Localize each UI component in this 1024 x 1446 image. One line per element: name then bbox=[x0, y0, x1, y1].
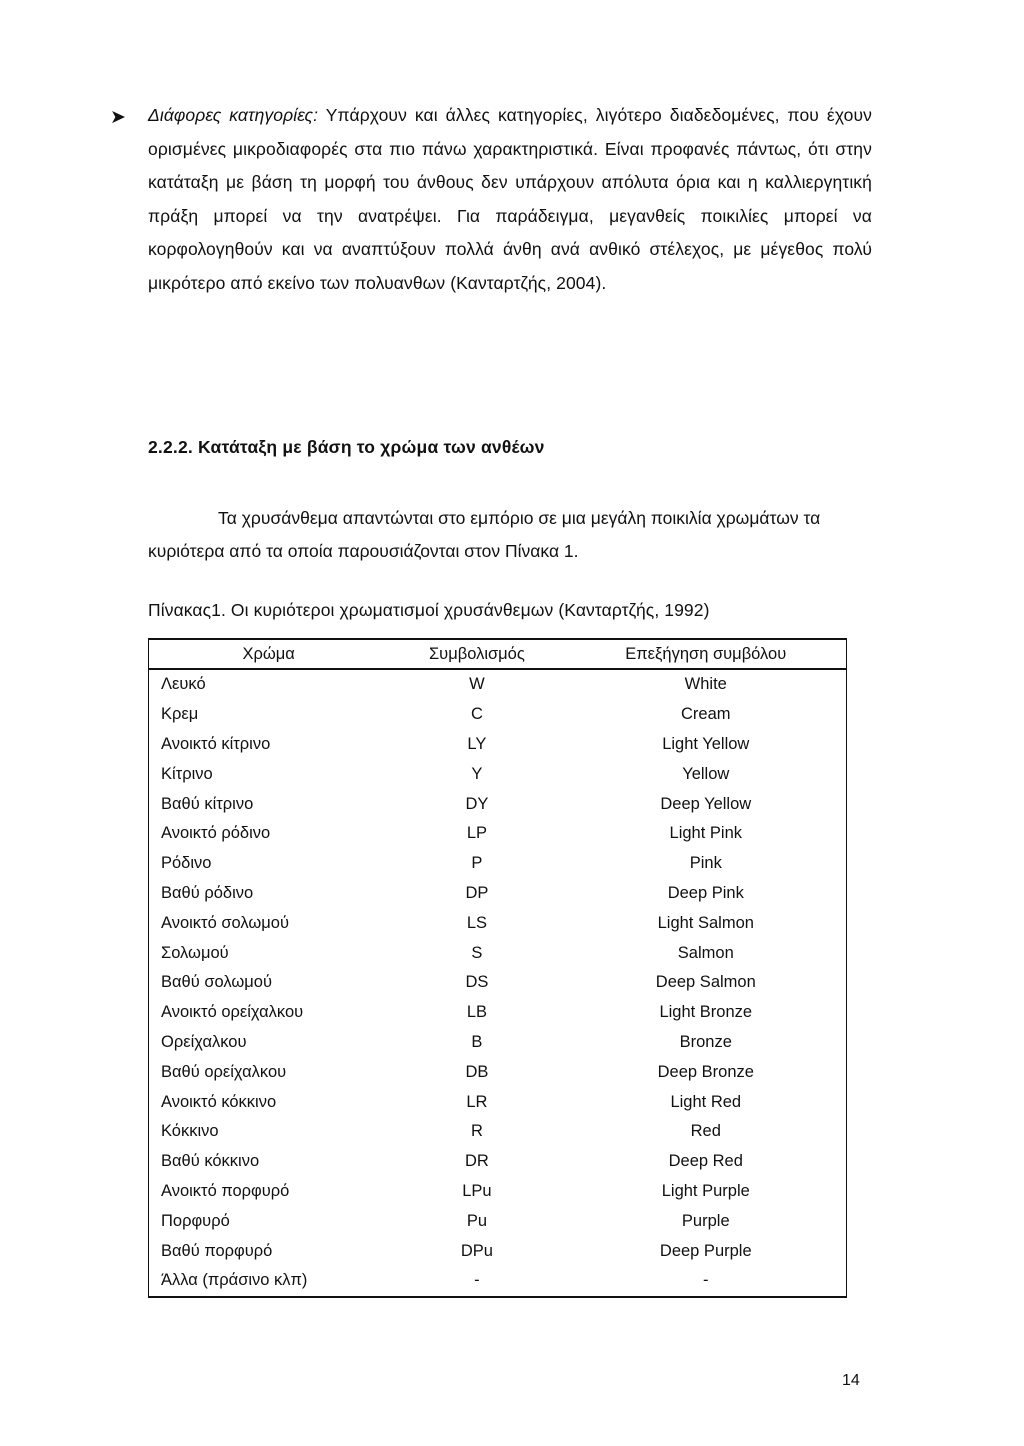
table-row bbox=[149, 1087, 847, 1117]
cell-color: Κόκκινο bbox=[161, 1122, 219, 1141]
cell-symbol: R bbox=[470, 1122, 483, 1141]
cell-explanation: Pink bbox=[689, 854, 722, 873]
page-number: 14 bbox=[842, 1372, 860, 1389]
table-row bbox=[149, 1236, 847, 1266]
cell-symbol: LS bbox=[466, 913, 487, 932]
cell-symbol: DPu bbox=[460, 1241, 493, 1260]
table-row bbox=[149, 1117, 847, 1147]
cell-symbol: C bbox=[470, 705, 483, 724]
cell-color: Ανοικτό πορφυρό bbox=[161, 1181, 290, 1200]
cell-symbol: LY bbox=[467, 734, 487, 753]
table-row bbox=[149, 1057, 847, 1087]
cell-explanation: Purple bbox=[681, 1211, 730, 1230]
cell-color: Βαθύ πορφυρό bbox=[161, 1241, 273, 1260]
header-explanation: Επεξήγηση συμβόλου bbox=[566, 639, 847, 669]
cell-color: Πορφυρό bbox=[161, 1211, 230, 1230]
table-row bbox=[149, 730, 847, 760]
cell-color: Λευκό bbox=[161, 675, 206, 694]
table-row bbox=[149, 879, 847, 909]
cell-symbol: B bbox=[471, 1032, 483, 1051]
cell-symbol: DB bbox=[465, 1062, 489, 1081]
cell-color: Ορείχαλκου bbox=[161, 1032, 247, 1051]
arrow-bullet-icon: ➤ bbox=[110, 107, 126, 128]
cell-symbol: LR bbox=[466, 1092, 488, 1111]
cell-color: Σολωμού bbox=[161, 943, 229, 962]
cell-symbol: - bbox=[388, 1266, 565, 1297]
table-caption: Πίνακας1. Οι κυριότεροι χρωματισμοί χρυσάνθεμων (Κανταρτζής, 1992) bbox=[148, 600, 710, 620]
cell-explanation: White bbox=[684, 675, 727, 694]
table-row bbox=[149, 1266, 847, 1297]
cell-explanation: Deep Salmon bbox=[655, 973, 756, 992]
bullet-text bbox=[148, 99, 872, 300]
cell-explanation: Deep Red bbox=[668, 1152, 743, 1171]
table-body bbox=[149, 669, 847, 1297]
cell-color: Ανοικτό κίτρινο bbox=[161, 734, 271, 753]
table-row bbox=[149, 1177, 847, 1207]
cell-explanation: Cream bbox=[681, 705, 731, 724]
cell-explanation: Yellow bbox=[682, 764, 730, 783]
cell-symbol: DY bbox=[465, 794, 489, 813]
table-row bbox=[149, 1206, 847, 1236]
cell-color: Ανοικτό σολωμού bbox=[161, 913, 289, 932]
table-row bbox=[149, 908, 847, 938]
bullet-body: Υπάρχουν και άλλες κατηγορίες, λιγότερο διαδεδομένες, που έχουν ορισμένες μικροδιαφορές στα πιο πάνω χαρακτηριστικά. Είναι προφανές πάντως, ότι στην κατάταξη με βάση τη μορφή του άνθους δεν υπάρχουν απόλυτα όρια και η καλλιεργητική πράξη μπορεί να την ανατρέψει. Για παράδειγμα, μεγανθείς ποικιλίες μπορεί να κορφολογηθούν και να αναπτύξουν πολλά άνθη ανά ανθικό στέλεχος, με μέγεθος πολύ μικρότερο από εκείνο των πολυανθων (Κανταρτζής, 2004). bbox=[148, 105, 873, 293]
header-color: Χρώμα bbox=[149, 639, 389, 669]
cell-symbol: LPu bbox=[462, 1181, 492, 1200]
cell-color: Κρεμ bbox=[161, 705, 199, 724]
cell-color: Ανοικτό κόκκινο bbox=[161, 1092, 277, 1111]
table-row bbox=[149, 669, 847, 700]
cell-color: Βαθύ ορείχαλκου bbox=[161, 1062, 287, 1081]
cell-symbol: Pu bbox=[466, 1211, 487, 1230]
table-row bbox=[149, 938, 847, 968]
cell-explanation: Light Salmon bbox=[657, 913, 754, 932]
table-row bbox=[149, 700, 847, 730]
cell-symbol: LB bbox=[466, 1003, 487, 1022]
cell-symbol: DP bbox=[465, 883, 489, 902]
cell-symbol: P bbox=[471, 854, 483, 873]
intro-paragraph bbox=[148, 502, 870, 568]
header-symbol: Συμβολισμός bbox=[388, 639, 565, 669]
cell-symbol: W bbox=[469, 675, 485, 694]
cell-color: Βαθύ ρόδινο bbox=[161, 883, 254, 902]
bullet-lead: Διάφορες κατηγορίες: bbox=[148, 105, 319, 125]
table-row bbox=[149, 1147, 847, 1177]
cell-explanation: Light Yellow bbox=[662, 734, 750, 753]
cell-explanation: Red bbox=[690, 1122, 721, 1141]
cell-symbol: S bbox=[471, 943, 483, 962]
cell-symbol: Y bbox=[471, 764, 483, 783]
cell-color: Κίτρινο bbox=[161, 764, 213, 783]
cell-color: Βαθύ σολωμού bbox=[161, 973, 272, 992]
cell-explanation: Deep Bronze bbox=[657, 1062, 754, 1081]
cell-explanation: Light Bronze bbox=[659, 1003, 753, 1022]
cell-color: Ανοικτό ορείχαλκου bbox=[161, 1003, 304, 1022]
table-row bbox=[149, 789, 847, 819]
cell-explanation: Light Pink bbox=[669, 824, 742, 843]
cell-color: Ρόδινο bbox=[161, 854, 212, 873]
cell-explanation: Deep Pink bbox=[667, 883, 744, 902]
cell-explanation: Bronze bbox=[679, 1032, 732, 1051]
cell-explanation: - bbox=[566, 1266, 847, 1297]
cell-symbol: DS bbox=[465, 973, 489, 992]
cell-explanation: Deep Yellow bbox=[660, 794, 752, 813]
table-row bbox=[149, 998, 847, 1028]
table-header-row bbox=[149, 639, 847, 669]
cell-color: Βαθύ κόκκινο bbox=[161, 1152, 260, 1171]
cell-explanation: Salmon bbox=[677, 943, 734, 962]
cell-explanation: Deep Purple bbox=[659, 1241, 752, 1260]
table-row bbox=[149, 759, 847, 789]
cell-symbol: LP bbox=[466, 824, 487, 843]
intro-text: Τα χρυσάνθεμα απαντώνται στο εμπόριο σε μια μεγάλη ποικιλία χρωμάτων τα κυριότερα από τα οποία παρουσιάζονται στον Πίνακα 1. bbox=[148, 508, 821, 561]
table-row bbox=[149, 849, 847, 879]
cell-color: Βαθύ κίτρινο bbox=[161, 794, 254, 813]
cell-color: Άλλα (πράσινο κλπ) bbox=[149, 1266, 389, 1297]
bullet-paragraph bbox=[110, 99, 872, 300]
colors-table bbox=[148, 638, 847, 1298]
cell-color: Ανοικτό ρόδινο bbox=[161, 824, 271, 843]
section-heading: 2.2.2. Κατάταξη με βάση το χρώμα των ανθέων bbox=[148, 437, 545, 457]
cell-explanation: Light Red bbox=[670, 1092, 742, 1111]
cell-explanation: Light Purple bbox=[661, 1181, 750, 1200]
table-row bbox=[149, 968, 847, 998]
cell-symbol: DR bbox=[464, 1152, 489, 1171]
table-row bbox=[149, 1028, 847, 1058]
table-row bbox=[149, 819, 847, 849]
